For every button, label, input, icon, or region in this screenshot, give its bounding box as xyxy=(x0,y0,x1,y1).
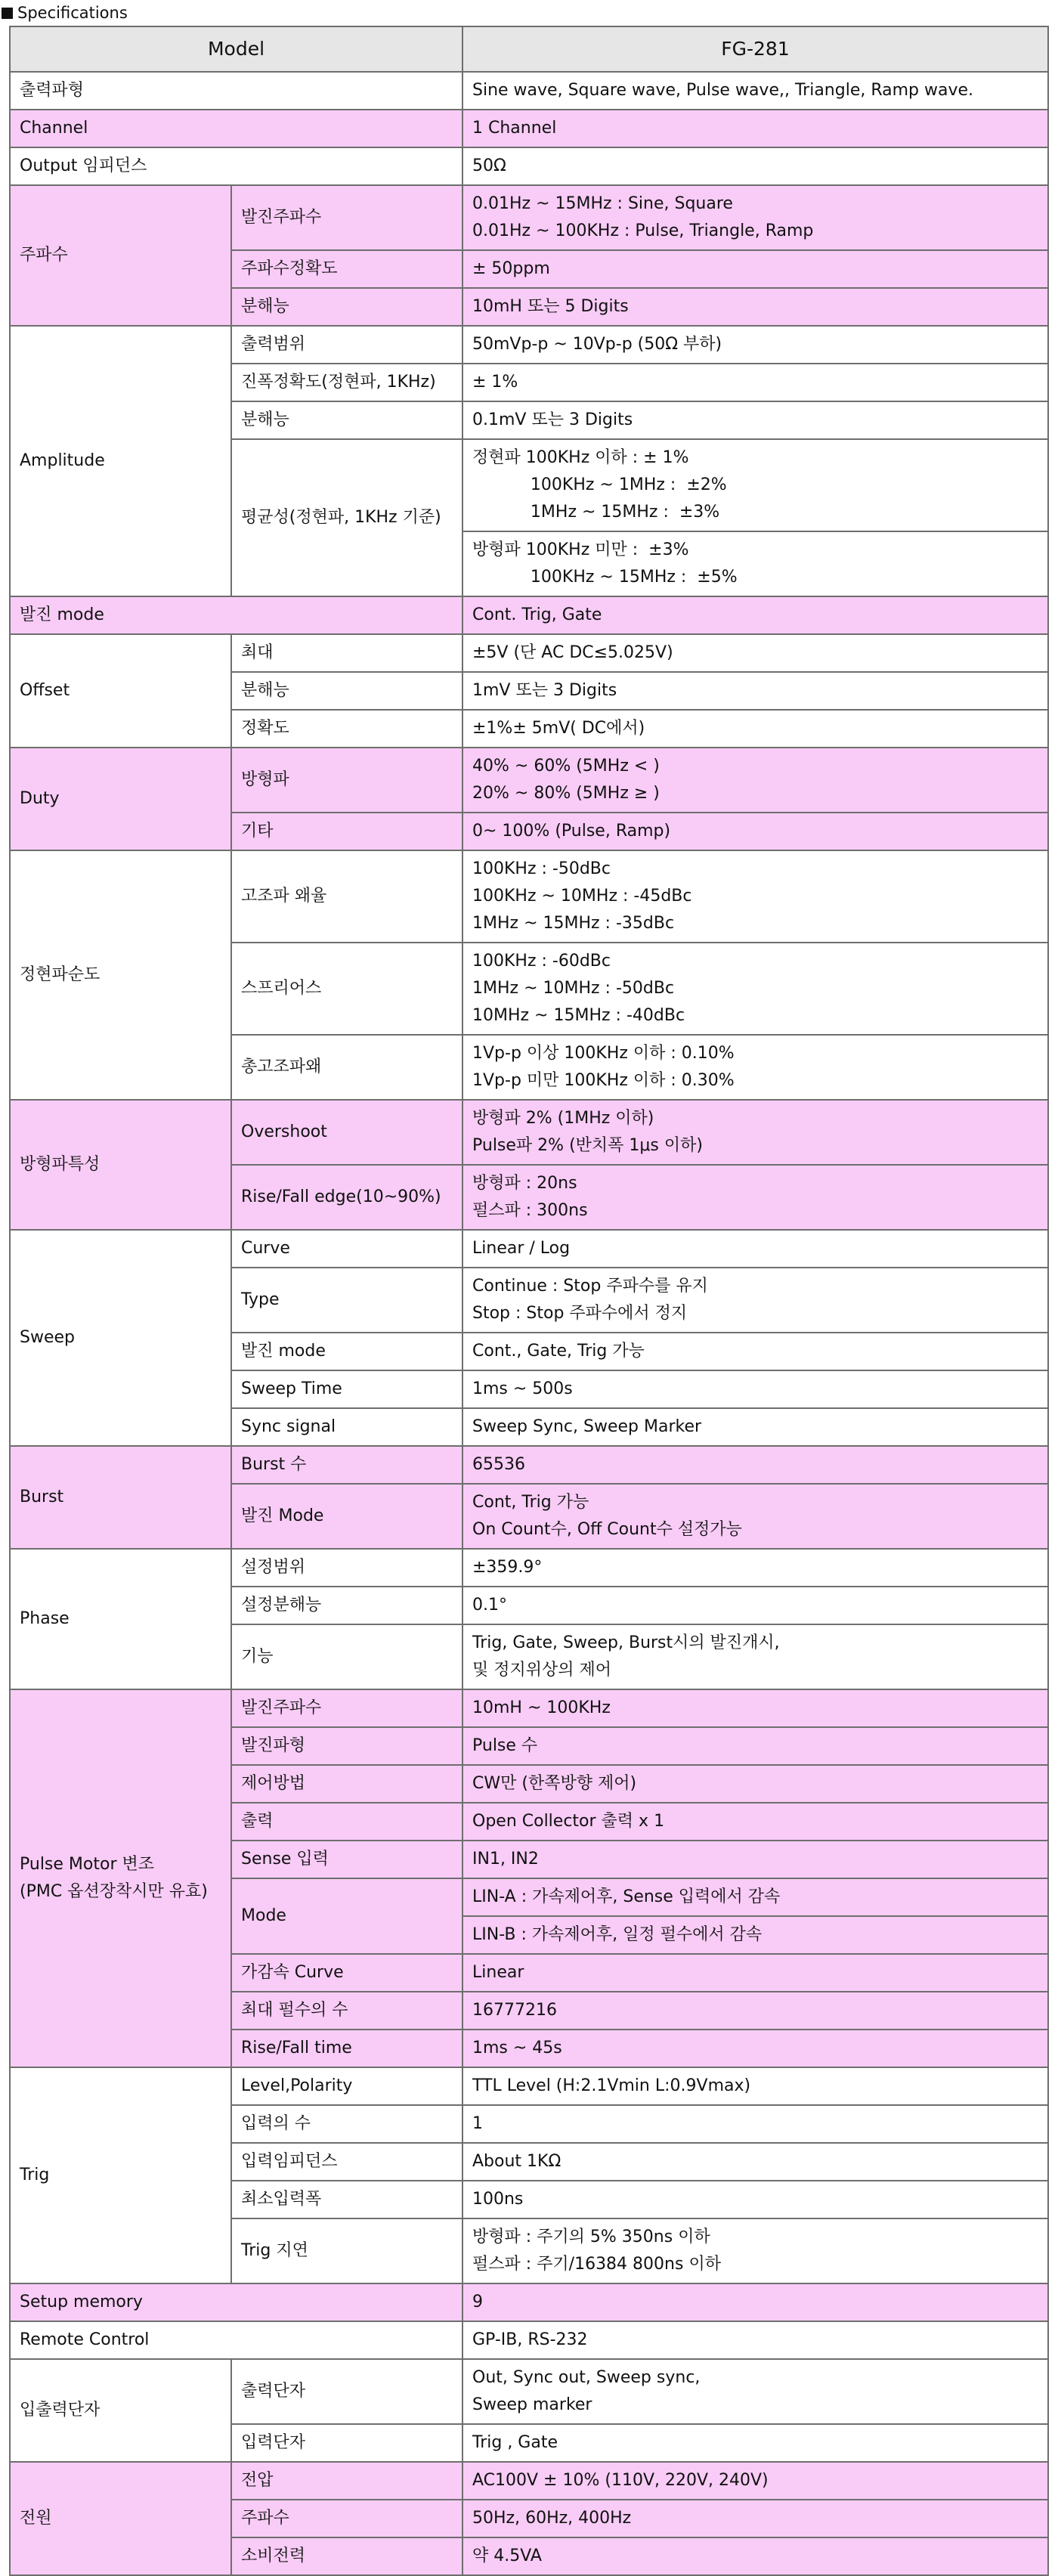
row-value xyxy=(462,748,1048,813)
sub-label: 정확도 xyxy=(231,710,462,748)
row-value: Linear xyxy=(462,1954,1048,1992)
table-row xyxy=(10,2321,1048,2359)
table-row xyxy=(10,596,1048,634)
row-value xyxy=(462,943,1048,1035)
row-value: 1ms ~ 500s xyxy=(462,1370,1048,1408)
value-line: 펄스파 : 주기/16384 800ns 이하 xyxy=(472,2255,721,2274)
value-line: 1MHz ~ 15MHz : ±3% xyxy=(472,503,720,522)
row-value xyxy=(462,531,1048,596)
group-label: 입출력단자 xyxy=(10,2359,231,2462)
value-line: 및 정지위상의 제어 xyxy=(472,1661,612,1680)
value-line: 정현파 100KHz 이하 : ± 1% xyxy=(472,448,689,467)
row-value: 50mVp-p ~ 10Vp-p (50Ω 부하) xyxy=(462,326,1048,364)
row-value: About 1KΩ xyxy=(462,2143,1048,2181)
sub-label: Burst 수 xyxy=(231,1446,462,1484)
sub-label: 주파수정확도 xyxy=(231,250,462,288)
value-line: 방형파 : 20ns xyxy=(472,1174,577,1193)
sub-label: Sync signal xyxy=(231,1408,462,1446)
group-label: Duty xyxy=(10,748,231,850)
value-line: 100KHz ~ 15MHz : ±5% xyxy=(472,568,738,587)
value-line: 100KHz ~ 1MHz : ±2% xyxy=(472,475,727,494)
value-line: Continue : Stop 주파수를 유지 xyxy=(472,1277,708,1296)
row-value: ±5V (단 AC DC≤5.025V) xyxy=(462,634,1048,672)
row-value: Sweep Sync, Sweep Marker xyxy=(462,1408,1048,1446)
group-label-line: (PMC 옵션장착시만 유효) xyxy=(20,1882,208,1901)
row-value: ±359.9° xyxy=(462,1549,1048,1587)
group-label: Burst xyxy=(10,1446,231,1549)
sub-label: 분해능 xyxy=(231,672,462,710)
table-row xyxy=(10,2359,1048,2424)
value-line: 10MHz ~ 15MHz : -40dBc xyxy=(472,1006,685,1025)
sub-label: 소비전력 xyxy=(231,2537,462,2575)
row-value: Linear / Log xyxy=(462,1230,1048,1268)
group-label: Offset xyxy=(10,634,231,748)
sub-label: Sense 입력 xyxy=(231,1841,462,1878)
bullet-square-icon xyxy=(2,8,13,19)
row-value: 65536 xyxy=(462,1446,1048,1484)
row-value: 1 xyxy=(462,2105,1048,2143)
row-label: 발진 mode xyxy=(10,596,462,634)
sub-label: Curve xyxy=(231,1230,462,1268)
row-value xyxy=(462,1484,1048,1549)
sub-label: 전압 xyxy=(231,2462,462,2500)
value-line: 100KHz : -60dBc xyxy=(472,952,611,971)
row-label: Setup memory xyxy=(10,2283,462,2321)
sub-label: 입력의 수 xyxy=(231,2105,462,2143)
row-value: Trig , Gate xyxy=(462,2424,1048,2462)
row-value xyxy=(462,1035,1048,1100)
sub-label: 출력 xyxy=(231,1803,462,1841)
value-line: 0.01Hz ~ 15MHz : Sine, Square xyxy=(472,194,733,213)
row-value: 10mH 또는 5 Digits xyxy=(462,288,1048,326)
group-label: 주파수 xyxy=(10,185,231,326)
sub-label: 설정분해능 xyxy=(231,1587,462,1624)
value-line: 방형파 2% (1MHz 이하) xyxy=(472,1109,654,1128)
sub-label: 발진 mode xyxy=(231,1333,462,1370)
row-value: 0.1mV 또는 3 Digits xyxy=(462,401,1048,439)
value-line: Sweep marker xyxy=(472,2395,592,2414)
row-label: 출력파형 xyxy=(10,72,462,110)
value-line: 방형파 : 주기의 5% 350ns 이하 xyxy=(472,2228,710,2246)
row-value: 1ms ~ 45s xyxy=(462,2030,1048,2067)
value-line: On Count수, Off Count수 설정가능 xyxy=(472,1520,742,1539)
header-model-number: FG-281 xyxy=(462,26,1048,72)
table-row xyxy=(10,1689,1048,1727)
sub-label: 출력단자 xyxy=(231,2359,462,2424)
row-value: ± 1% xyxy=(462,364,1048,401)
sub-label: 입력임피던스 xyxy=(231,2143,462,2181)
group-label: Phase xyxy=(10,1549,231,1689)
sub-label: 최대 xyxy=(231,634,462,672)
row-value: AC100V ± 10% (110V, 220V, 240V) xyxy=(462,2462,1048,2500)
row-value xyxy=(462,185,1048,250)
row-label: Channel xyxy=(10,110,462,147)
row-value: 50Ω xyxy=(462,147,1048,185)
value-line: 100KHz : -50dBc xyxy=(472,859,611,878)
table-row xyxy=(10,2067,1048,2105)
row-value: 16777216 xyxy=(462,1992,1048,2030)
row-value: 약 4.5VA xyxy=(462,2537,1048,2575)
sub-label: 가감속 Curve xyxy=(231,1954,462,1992)
sub-label: 주파수 xyxy=(231,2500,462,2537)
group-label: 전원 xyxy=(10,2462,231,2575)
header-model: Model xyxy=(10,26,462,72)
row-value: 10mH ~ 100KHz xyxy=(462,1689,1048,1727)
table-row xyxy=(10,1549,1048,1587)
value-line: Trig, Gate, Sweep, Burst시의 발진개시, xyxy=(472,1633,780,1652)
row-value: ± 50ppm xyxy=(462,250,1048,288)
row-value: LIN-B : 가속제어후, 일정 펄수에서 감속 xyxy=(462,1916,1048,1954)
row-value xyxy=(462,1268,1048,1333)
value-line: Pulse파 2% (반치폭 1μs 이하) xyxy=(472,1136,703,1155)
row-label: Remote Control xyxy=(10,2321,462,2359)
sub-label: 진폭정확도(정현파, 1KHz) xyxy=(231,364,462,401)
table-row xyxy=(10,2462,1048,2500)
sub-label: Rise/Fall time xyxy=(231,2030,462,2067)
table-row xyxy=(10,326,1048,364)
group-label: Amplitude xyxy=(10,326,231,596)
sub-label: Mode xyxy=(231,1878,462,1954)
value-line: Out, Sync out, Sweep sync, xyxy=(472,2368,701,2387)
table-row xyxy=(10,72,1048,110)
table-row xyxy=(10,1100,1048,1165)
sub-label: 기능 xyxy=(231,1624,462,1689)
row-value: CW만 (한쪽방향 제어) xyxy=(462,1765,1048,1803)
value-line: 100KHz ~ 10MHz : -45dBc xyxy=(472,887,692,906)
row-value xyxy=(462,2218,1048,2283)
group-label: Trig xyxy=(10,2067,231,2283)
value-line: Cont, Trig 가능 xyxy=(472,1493,589,1512)
group-label xyxy=(10,1689,231,2067)
value-line: 20% ~ 80% (5MHz ≥ ) xyxy=(472,784,660,803)
sub-label: 최소입력폭 xyxy=(231,2181,462,2218)
value-line: 1MHz ~ 10MHz : -50dBc xyxy=(472,979,675,998)
row-value xyxy=(462,1165,1048,1230)
row-value: Open Collector 출력 x 1 xyxy=(462,1803,1048,1841)
row-value: 9 xyxy=(462,2283,1048,2321)
group-label: Sweep xyxy=(10,1230,231,1446)
sub-label: 발진주파수 xyxy=(231,185,462,250)
sub-label: 발진파형 xyxy=(231,1727,462,1765)
section-title xyxy=(0,0,1058,26)
table-row xyxy=(10,2283,1048,2321)
row-value xyxy=(462,2359,1048,2424)
row-value xyxy=(462,1100,1048,1165)
table-row xyxy=(10,748,1048,813)
value-line: 1Vp-p 이상 100KHz 이하 : 0.10% xyxy=(472,1044,735,1063)
value-line: 펄스파 : 300ns xyxy=(472,1201,588,1220)
table-row xyxy=(10,1230,1048,1268)
row-value: 1 Channel xyxy=(462,110,1048,147)
value-line: Stop : Stop 주파수에서 정지 xyxy=(472,1304,688,1323)
sub-label: Sweep Time xyxy=(231,1370,462,1408)
row-value: Sine wave, Square wave, Pulse wave,, Triangle, Ramp wave. xyxy=(462,72,1048,110)
sub-label: 총고조파왜 xyxy=(231,1035,462,1100)
row-value: 1mV 또는 3 Digits xyxy=(462,672,1048,710)
row-value: Cont. Trig, Gate xyxy=(462,596,1048,634)
row-label: Output 임피던스 xyxy=(10,147,462,185)
sub-label: 입력단자 xyxy=(231,2424,462,2462)
row-value xyxy=(462,850,1048,943)
sub-label: 스프리어스 xyxy=(231,943,462,1035)
group-label: 방형파특성 xyxy=(10,1100,231,1230)
sub-label: 평균성(정현파, 1KHz 기준) xyxy=(231,439,462,596)
table-row xyxy=(10,110,1048,147)
row-value: 50Hz, 60Hz, 400Hz xyxy=(462,2500,1048,2537)
row-value: 0.1° xyxy=(462,1587,1048,1624)
value-line: 0.01Hz ~ 100KHz : Pulse, Triangle, Ramp xyxy=(472,221,814,240)
sub-label: 발진주파수 xyxy=(231,1689,462,1727)
group-label: 정현파순도 xyxy=(10,850,231,1100)
table-row xyxy=(10,185,1048,250)
section-title-text: Specifications xyxy=(17,4,128,22)
row-value xyxy=(462,1624,1048,1689)
row-value: TTL Level (H:2.1Vmin L:0.9Vmax) xyxy=(462,2067,1048,2105)
row-value: 100ns xyxy=(462,2181,1048,2218)
value-line: 40% ~ 60% (5MHz < ) xyxy=(472,757,660,776)
spec-table xyxy=(9,26,1049,2576)
sub-label: 기타 xyxy=(231,813,462,850)
sub-label: 방형파 xyxy=(231,748,462,813)
table-row xyxy=(10,1446,1048,1484)
sub-label: 발진 Mode xyxy=(231,1484,462,1549)
sub-label: Type xyxy=(231,1268,462,1333)
sub-label: 최대 펄수의 수 xyxy=(231,1992,462,2030)
row-value xyxy=(462,439,1048,531)
sub-label: Trig 지연 xyxy=(231,2218,462,2283)
sub-label: Overshoot xyxy=(231,1100,462,1165)
value-line: 방형파 100KHz 미만 : ±3% xyxy=(472,540,689,559)
row-value: ±1%± 5mV( DC에서) xyxy=(462,710,1048,748)
sub-label: 분해능 xyxy=(231,401,462,439)
sub-label: 고조파 왜율 xyxy=(231,850,462,943)
value-line: 1MHz ~ 15MHz : -35dBc xyxy=(472,914,675,933)
sub-label: 제어방법 xyxy=(231,1765,462,1803)
group-label-line: Pulse Motor 변조 xyxy=(20,1855,154,1874)
row-value: GP-IB, RS-232 xyxy=(462,2321,1048,2359)
value-line: 1Vp-p 미만 100KHz 이하 : 0.30% xyxy=(472,1071,735,1090)
table-row xyxy=(10,634,1048,672)
table-row xyxy=(10,850,1048,943)
sub-label: 출력범위 xyxy=(231,326,462,364)
sub-label: 분해능 xyxy=(231,288,462,326)
row-value: 0~ 100% (Pulse, Ramp) xyxy=(462,813,1048,850)
row-value: IN1, IN2 xyxy=(462,1841,1048,1878)
sub-label: Rise/Fall edge(10~90%) xyxy=(231,1165,462,1230)
row-value: Cont., Gate, Trig 가능 xyxy=(462,1333,1048,1370)
row-value: Pulse 수 xyxy=(462,1727,1048,1765)
sub-label: 설정범위 xyxy=(231,1549,462,1587)
row-value: LIN-A : 가속제어후, Sense 입력에서 감속 xyxy=(462,1878,1048,1916)
sub-label: Level,Polarity xyxy=(231,2067,462,2105)
table-header-row xyxy=(10,26,1048,72)
table-row xyxy=(10,147,1048,185)
